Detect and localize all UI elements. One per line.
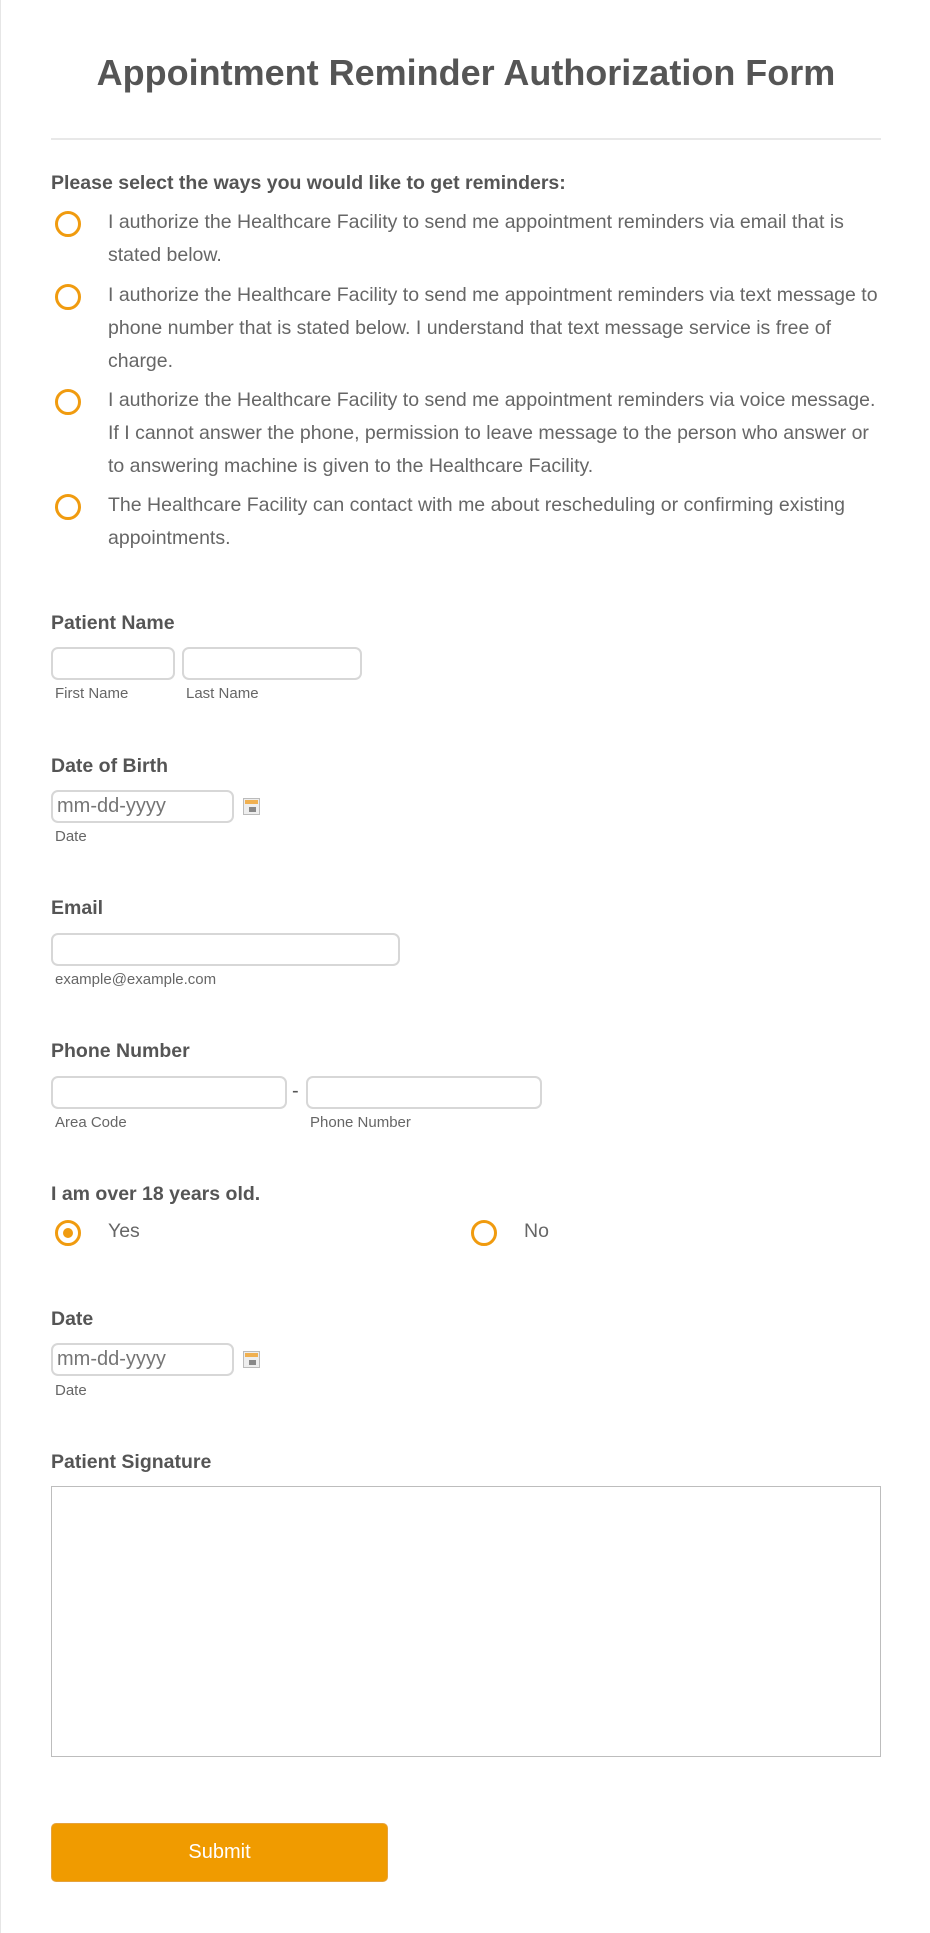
radio-button[interactable] <box>55 211 81 237</box>
last-name-sublabel: Last Name <box>186 685 259 702</box>
reminder-option-voice[interactable] <box>51 386 886 483</box>
phone-number-input[interactable] <box>306 1076 542 1109</box>
phone-separator: - <box>292 1080 299 1102</box>
option-label: I authorize the Healthcare Facility to send me appointment reminders via voice message. If I cannot answer the phone, permission to leave message to the person who answer or to answering machine is given to the Healthcare Facility. <box>108 389 876 477</box>
signature-label: Patient Signature <box>51 1451 212 1473</box>
dob-label: Date of Birth <box>51 755 168 777</box>
option-label: The Healthcare Facility can contact with me about rescheduling or confirming existing appointments. <box>108 494 846 549</box>
calendar-icon[interactable] <box>243 1351 260 1368</box>
phone-number-sublabel: Phone Number <box>310 1114 411 1131</box>
calendar-icon[interactable] <box>243 798 260 815</box>
option-label: Yes <box>108 1220 140 1242</box>
radio-button[interactable] <box>55 389 81 415</box>
radio-button-selected[interactable] <box>55 1220 81 1246</box>
age-label: I am over 18 years old. <box>51 1183 261 1205</box>
option-label: I authorize the Healthcare Facility to send me appointment reminders via email that is stated below. <box>108 211 844 266</box>
patient-name-label: Patient Name <box>51 612 175 634</box>
dob-input[interactable] <box>51 790 234 823</box>
form-title: Appointment Reminder Authorization Form <box>96 52 836 93</box>
date-sublabel: Date <box>55 1382 87 1399</box>
radio-button[interactable] <box>55 284 81 310</box>
first-name-input[interactable] <box>51 647 175 680</box>
email-label: Email <box>51 897 104 919</box>
submit-button[interactable]: Submit <box>51 1823 388 1882</box>
area-code-sublabel: Area Code <box>55 1114 127 1131</box>
signature-pad[interactable] <box>51 1486 881 1757</box>
divider <box>51 138 881 140</box>
email-input[interactable] <box>51 933 400 966</box>
reminder-option-text[interactable] <box>51 281 886 378</box>
date-input[interactable] <box>51 1343 234 1376</box>
dob-sublabel: Date <box>55 828 87 845</box>
email-sublabel: example@example.com <box>55 971 217 988</box>
phone-label: Phone Number <box>51 1040 190 1062</box>
first-name-sublabel: First Name <box>55 685 129 702</box>
radio-button[interactable] <box>55 494 81 520</box>
date-label: Date <box>51 1308 94 1330</box>
reminders-label: Please select the ways you would like to get reminders: <box>51 172 566 194</box>
last-name-input[interactable] <box>182 647 362 680</box>
area-code-input[interactable] <box>51 1076 287 1109</box>
option-label: I authorize the Healthcare Facility to send me appointment reminders via text message to phone number that is stated below. I understand that text message service is free of charge. <box>108 284 878 372</box>
reminder-option-email[interactable] <box>51 208 886 272</box>
age-option-no[interactable] <box>467 1217 767 1248</box>
option-label: No <box>524 1220 549 1242</box>
reminder-option-reschedule[interactable] <box>51 491 886 555</box>
age-option-yes[interactable] <box>51 1217 351 1248</box>
radio-button[interactable] <box>471 1220 497 1246</box>
